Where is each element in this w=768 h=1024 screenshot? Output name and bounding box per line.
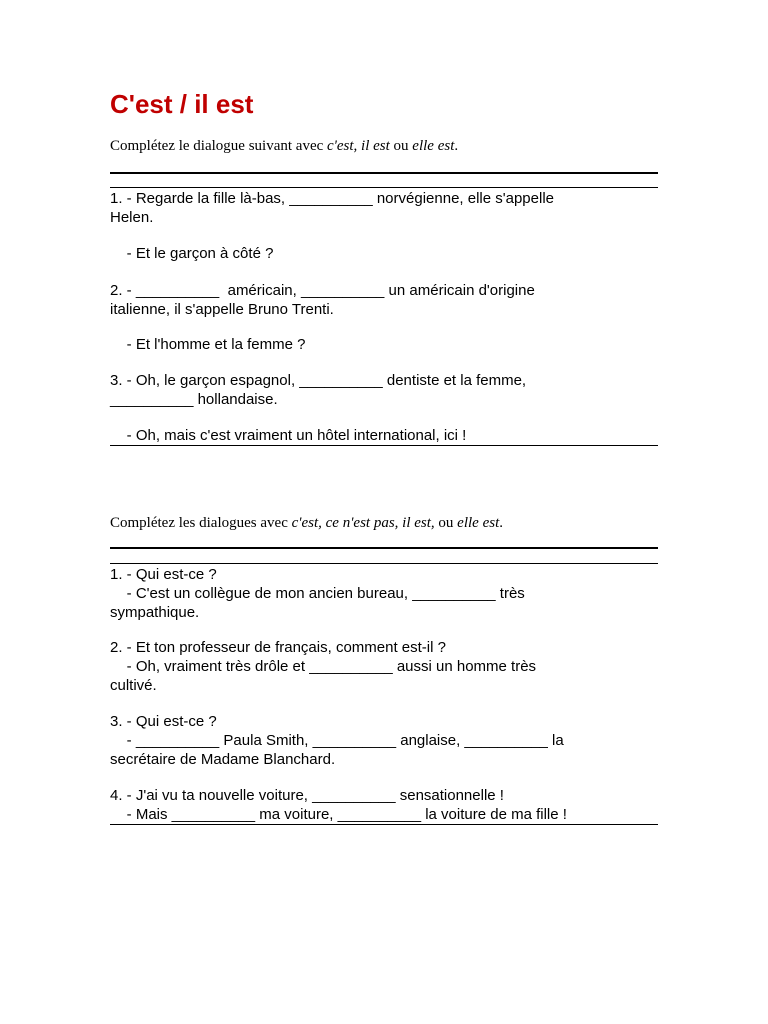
dialogue-line: - Et le garçon à côté ?	[110, 245, 274, 262]
instruction-option: elle est	[412, 138, 455, 154]
instruction-text: Complétez le dialogue suivant avec	[110, 138, 328, 154]
dialogue-line: Helen.	[110, 209, 154, 226]
dialogue-line: 4. - J'ai vu ta nouvelle voiture, __________ sensationnelle !	[110, 787, 504, 804]
dialogue-line: 1. - Qui est-ce ?	[110, 566, 217, 583]
dialogue-line: cultivé.	[110, 677, 157, 694]
instruction-separator: ou	[434, 515, 458, 531]
instruction-text: Complétez les dialogues avec	[110, 515, 292, 531]
page-title: C'est / il est	[110, 89, 254, 119]
dialogue-line: secrétaire de Madame Blanchard.	[110, 751, 336, 768]
section2-instruction	[110, 514, 503, 532]
section1-inner-rule	[110, 187, 658, 188]
dialogue-line: sympathique.	[110, 604, 200, 621]
dialogue-line: - C'est un collègue de mon ancien bureau, __________ très	[110, 585, 525, 602]
dialogue-line: italienne, il s'appelle Bruno Trenti.	[110, 301, 334, 318]
section1-instruction	[110, 137, 458, 155]
section1-top-rule	[110, 172, 658, 174]
dialogue-line: - __________ Paula Smith, __________ anglaise, __________ la	[110, 732, 564, 749]
dialogue-line: __________ hollandaise.	[110, 391, 278, 408]
section2-top-rule	[110, 547, 658, 549]
dialogue-line: 3. - Qui est-ce ?	[110, 713, 217, 730]
instruction-suffix: .	[454, 138, 459, 154]
instruction-separator: ou	[389, 138, 413, 154]
dialogue-line-last: - Mais __________ ma voiture, __________ la voiture de ma fille !	[110, 805, 658, 825]
dialogue-line: 2. - Et ton professeur de français, comment est-il ?	[110, 639, 446, 656]
instruction-option: c'est,	[327, 138, 358, 154]
instruction-option: c'est, ce n'est pas, il est,	[291, 515, 435, 531]
dialogue-line: 3. - Oh, le garçon espagnol, __________ dentiste et la femme,	[110, 372, 527, 389]
dialogue-line: - Oh, vraiment très drôle et __________ aussi un homme très	[110, 658, 537, 675]
dialogue-line: 1. - Regarde la fille là-bas, __________ norvégienne, elle s'appelle	[110, 190, 555, 207]
instruction-option: il est	[361, 138, 390, 154]
dialogue-line: - Et l'homme et la femme ?	[110, 336, 306, 353]
instruction-option: elle est	[457, 515, 500, 531]
dialogue-line: 2. - __________ américain, __________ un américain d'origine	[110, 282, 535, 299]
instruction-suffix: .	[499, 515, 503, 531]
section2-inner-rule	[110, 563, 658, 564]
dialogue-line-last: - Oh, mais c'est vraiment un hôtel international, ici !	[110, 426, 658, 446]
